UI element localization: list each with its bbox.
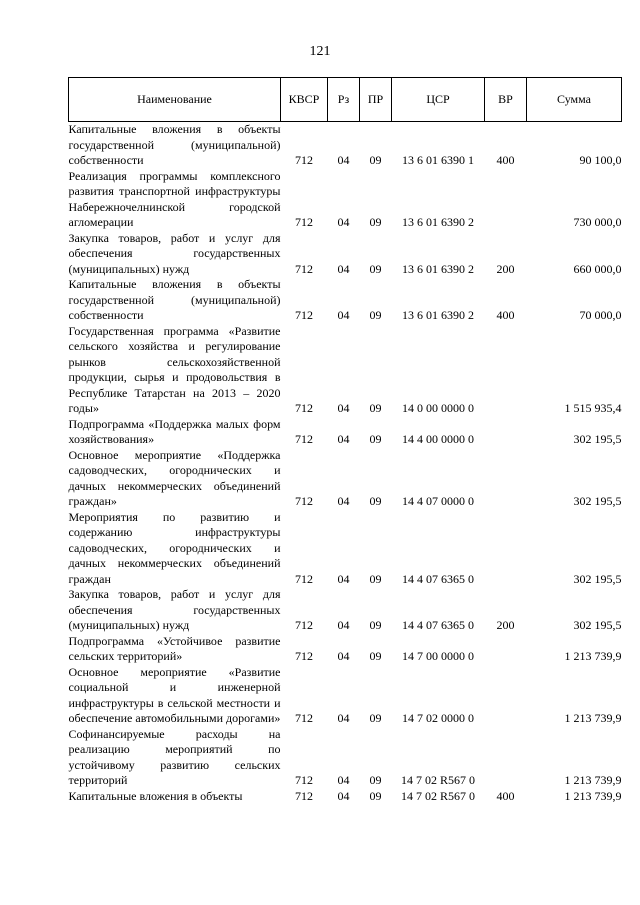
table-row	[69, 448, 622, 510]
header-csr: ЦСР	[392, 78, 485, 122]
header-rz: Рз	[328, 78, 360, 122]
cell-sum: 1 213 739,9	[564, 773, 622, 787]
table-body	[69, 122, 622, 805]
cell-name: Реализация программы комплексного развития транспортной инфраструктуры Набережночелнинской городской агломерации	[68, 168, 281, 229]
table-row	[69, 122, 622, 169]
cell-kvsr: 712	[295, 432, 313, 446]
cell-sum: 1 213 739,9	[564, 711, 622, 725]
cell-vr: 200	[496, 261, 515, 276]
cell-vr	[485, 634, 527, 665]
cell-sum: 302 195,5	[573, 618, 622, 632]
table-row	[69, 324, 622, 417]
cell-vr	[485, 448, 527, 510]
cell-sum: 90 100,0	[579, 153, 622, 167]
cell-vr: 400	[496, 308, 515, 322]
cell-pr: 09	[369, 494, 382, 508]
cell-kvsr: 712	[295, 153, 313, 167]
table-row	[69, 587, 622, 634]
cell-rz: 04	[337, 401, 350, 415]
cell-rz: 04	[337, 571, 350, 586]
cell-sum: 1 213 739,9	[564, 649, 622, 663]
cell-vr: 200	[496, 618, 515, 632]
cell-pr: 09	[369, 773, 382, 787]
table-row	[69, 789, 622, 805]
cell-name: Основное мероприятие «Поддержка садоводческих, огороднических и дачных некоммерческих объединений граждан»	[68, 447, 281, 508]
cell-rz: 04	[337, 494, 350, 508]
cell-kvsr: 712	[295, 788, 313, 803]
cell-rz: 04	[337, 711, 350, 725]
cell-vr	[485, 510, 527, 588]
table-row	[69, 634, 622, 665]
cell-rz: 04	[337, 649, 350, 663]
table-row	[69, 169, 622, 231]
cell-kvsr: 712	[295, 618, 313, 632]
cell-pr: 09	[369, 261, 382, 276]
cell-name: Закупка товаров, работ и услуг для обеспечения государственных (муниципальных) нужд	[68, 587, 281, 632]
cell-kvsr: 712	[295, 261, 313, 276]
header-name: Наименование	[69, 78, 281, 122]
cell-rz: 04	[337, 773, 350, 787]
cell-sum: 70 000,0	[579, 308, 622, 322]
cell-vr: 400	[496, 153, 515, 167]
cell-name: Подпрограмма «Устойчивое развитие сельских территорий»	[68, 633, 281, 663]
cell-kvsr: 712	[295, 711, 313, 725]
cell-csr: 14 7 02 0000 0	[402, 711, 474, 725]
cell-name: Государственная программа «Развитие сельского хозяйства и регулирование рынков сельскохозяйственной продукции, сырья и продовольствия в Республике Татарстан на 2013 – 2020 годы»	[68, 323, 281, 415]
cell-pr: 09	[369, 308, 382, 322]
table-row	[69, 510, 622, 588]
cell-kvsr: 712	[295, 571, 313, 586]
cell-rz: 04	[337, 215, 350, 229]
cell-kvsr: 712	[295, 401, 313, 415]
cell-sum: 660 000,0	[573, 261, 622, 276]
cell-csr: 14 7 02 R567 0	[400, 773, 475, 787]
cell-vr	[485, 169, 527, 231]
cell-name: Софинансируемые расходы на реализацию мероприятий по устойчивому развитию сельских территорий	[68, 726, 281, 787]
cell-csr: 13 6 01 6390 2	[402, 215, 474, 229]
cell-pr: 09	[369, 788, 382, 803]
cell-pr: 09	[369, 618, 382, 632]
cell-csr: 14 4 00 0000 0	[402, 432, 474, 446]
cell-kvsr: 712	[295, 308, 313, 322]
cell-pr: 09	[369, 649, 382, 663]
cell-name: Основное мероприятие «Развитие социальной и инженерной инфраструктуры в сельской местности и обеспечение автомобильными дорогами»	[68, 664, 281, 725]
cell-kvsr: 712	[295, 494, 313, 508]
cell-rz: 04	[337, 153, 350, 167]
cell-name: Закупка товаров, работ и услуг для обеспечения государственных (муниципальных) нужд	[68, 230, 281, 276]
cell-pr: 09	[369, 571, 382, 586]
cell-csr: 14 7 02 R567 0	[400, 788, 475, 803]
cell-pr: 09	[369, 711, 382, 725]
cell-pr: 09	[369, 401, 382, 415]
table-row	[69, 277, 622, 324]
cell-vr	[485, 665, 527, 727]
page-number: 121	[309, 44, 331, 59]
header-kvsr: КВСР	[281, 78, 328, 122]
cell-csr: 14 4 07 0000 0	[402, 494, 474, 508]
cell-rz: 04	[337, 308, 350, 322]
cell-name: Мероприятия по развитию и содержанию инфраструктуры садоводческих, огороднических и дачных некоммерческих объединений граждан	[68, 509, 281, 586]
header-sum: Сумма	[527, 78, 622, 122]
cell-sum: 730 000,0	[573, 215, 622, 229]
cell-csr: 14 0 00 0000 0	[402, 401, 474, 415]
cell-sum: 302 195,5	[573, 432, 622, 446]
cell-sum: 302 195,5	[573, 494, 622, 508]
table-row	[69, 231, 622, 278]
cell-csr: 14 7 00 0000 0	[402, 649, 474, 663]
cell-csr: 13 6 01 6390 2	[402, 308, 474, 322]
cell-kvsr: 712	[295, 215, 313, 229]
table-row	[69, 417, 622, 448]
table-row	[69, 727, 622, 789]
cell-name: Капитальные вложения в объекты государственной (муниципальной) собственности	[68, 122, 281, 167]
cell-csr: 13 6 01 6390 2	[402, 261, 474, 276]
cell-csr: 14 4 07 6365 0	[402, 618, 474, 632]
cell-sum: 1 213 739,9	[564, 788, 622, 803]
header-vr: ВР	[485, 78, 527, 122]
cell-vr: 400	[496, 788, 515, 803]
cell-name: Капитальные вложения в объекты государственной (муниципальной) собственности	[68, 277, 281, 322]
cell-rz: 04	[337, 261, 350, 276]
cell-csr: 13 6 01 6390 1	[402, 153, 474, 167]
cell-pr: 09	[369, 215, 382, 229]
cell-kvsr: 712	[295, 649, 313, 663]
cell-sum: 1 515 935,4	[564, 401, 622, 415]
cell-pr: 09	[369, 432, 382, 446]
budget-table	[68, 77, 622, 804]
cell-vr	[485, 417, 527, 448]
cell-vr	[485, 727, 527, 789]
cell-vr	[485, 324, 527, 417]
cell-name: Капитальные вложения в объекты	[68, 788, 243, 803]
cell-kvsr: 712	[295, 773, 313, 787]
cell-sum: 302 195,5	[573, 571, 622, 586]
cell-pr: 09	[369, 153, 382, 167]
cell-rz: 04	[337, 788, 350, 803]
cell-rz: 04	[337, 618, 350, 632]
cell-rz: 04	[337, 432, 350, 446]
cell-csr: 14 4 07 6365 0	[402, 571, 474, 586]
table-row	[69, 665, 622, 727]
table-header-row	[69, 78, 622, 122]
cell-name: Подпрограмма «Поддержка малых форм хозяйствования»	[68, 416, 281, 446]
header-pr: ПР	[360, 78, 392, 122]
